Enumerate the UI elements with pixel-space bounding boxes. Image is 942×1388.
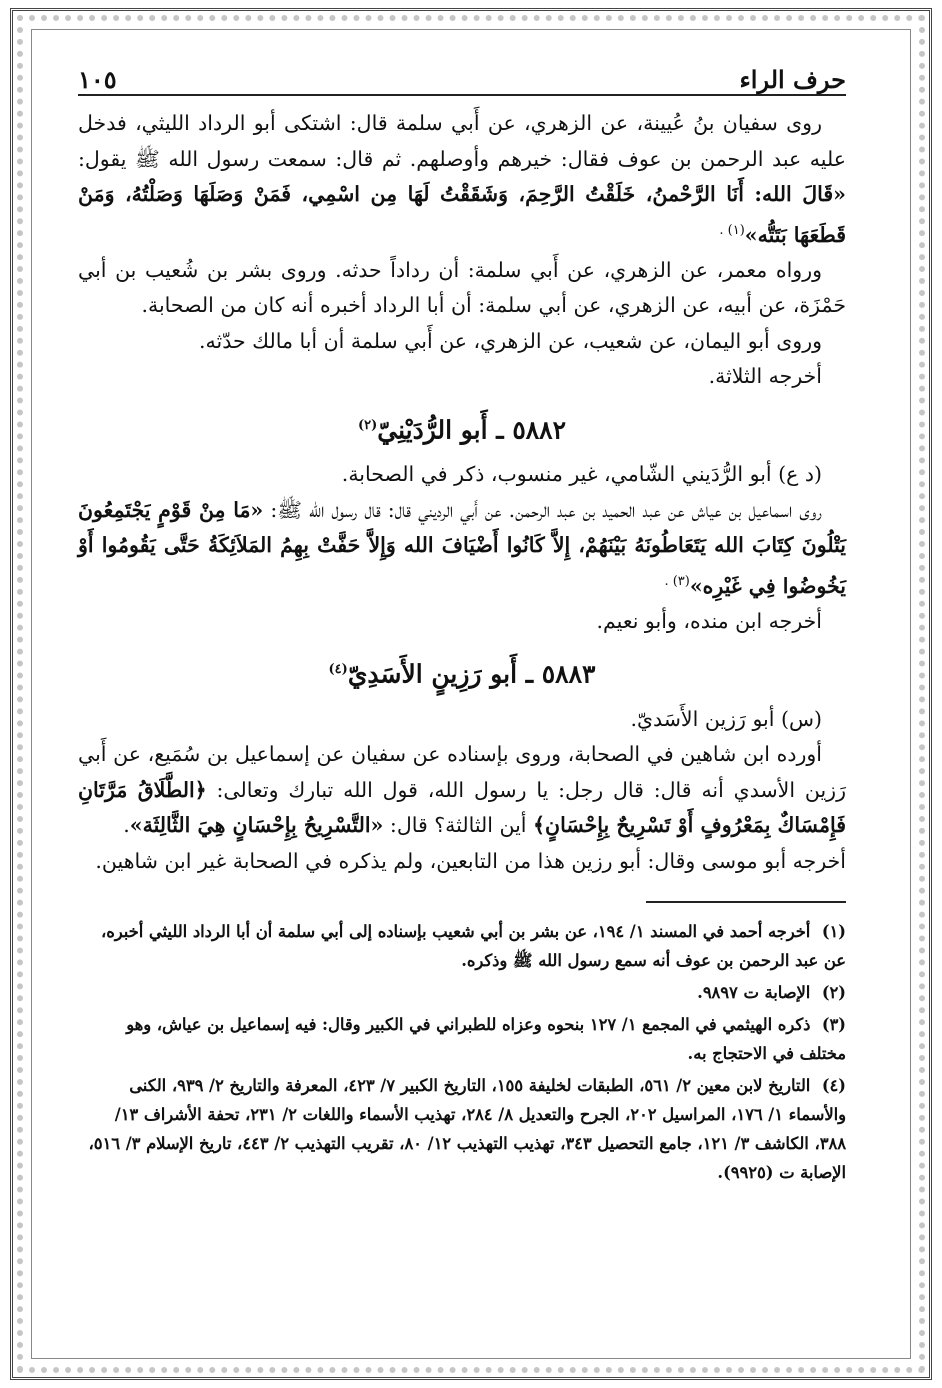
- entry-heading: ٥٨٨٢ ـ أَبو الرُّدَيْنِيّ$^{(٢)}$: [357, 415, 567, 445]
- main-text: [78, 106, 846, 879]
- page-header: [78, 50, 846, 96]
- paragraph: أخرجه أبو موسى وقال: أبو رزين هذا من التابعين، ولم يذكره في الصحابة غير ابن شاهين.: [95, 848, 846, 873]
- page-number: ١٠٥: [78, 65, 117, 94]
- paragraph: (د ع) أبو الرُّدَيني الشّامي، غير منسوب، ذكر في الصحابة.: [341, 462, 822, 487]
- paragraph: روى اسماعيل بن عياش عن عبد الحميد بن عبد الرحمن. عن أَبي الرديني قال: قال رسول الله ﷺ: «مَا مِنْ قَوْمٍ يَجْتَمِعُونَ يَتْلُونَ كِتَابَ الله يَتَعَاطُونَهُ بَيْنَهُمْ، إِلاَّ كَانُوا أَضْيَافَ الله وَإِلاَّ حَفَّتْ بِهِمُ المَلاَئِكَةُ حَتَّى يَقُومُوا أَوْ يَخُوضُوا فِي غَيْرِه»$^{(٣) .}$: [78, 497, 846, 598]
- hadith-quote: «التَّسْرِيحُ بِإِحْسَانٍ هِيَ الثَّالِثَة»: [129, 813, 384, 838]
- paragraph: وروى أبو اليمان، عن شعيب، عن الزهري، عن أَبي سلمة أن أبا مالك حدّثه.: [199, 328, 822, 353]
- footnote-ref: (٣) .: [664, 573, 690, 589]
- paragraph: أخرجه ابن منده، وأبو نعيم.: [596, 608, 822, 633]
- paragraph: روى سفيان بنُ عُيينة، عن الزهري، عن أَبي سلمة قال: اشتكى أبو الرداد الليثي، فدخل عليه عبد الرحمن بن عوف فقال: خيرهم وأوصلهم. ثم قال: سمعت رسول الله ﷺ يقول: «قَالَ الله: أَنَا الرَّحْمنُ، خَلَقْتُ الرَّحِمَ، وَشَقَقْتُ لَهَا مِن اسْمِي، فَمَنْ وَصَلَهَا وَصَلْتُهُ، وَمَنْ قَطَعَهَا بَتَتُّه»$^{(١) .}$: [78, 111, 846, 247]
- page: [78, 50, 846, 1190]
- entry-heading: ٥٨٨٣ ـ أَبو رَزِينٍ الأَسَدِيّ$^{(٤)}$: [328, 659, 596, 689]
- footnote-divider: [646, 901, 846, 903]
- footnote: (٤) التاريخ لابن معين ٢/ ٥٦١، الطبقات لخليفة ١٥٥، التاريخ الكبير ٧/ ٤٢٣، المعرفة والتاريخ ٢/ ٩٣٩، الكنى والأسماء ١/ ١٧٦، المراسيل ٢٠٢، الجرح والتعديل ٨/ ٢٨٤، تهذيب الأسماء واللغات ٢/ ٢٣١، تحفة الأشراف ١٣/ ٣٨٨، الكاشف ٣/ ١٢١، جامع التحصيل ٣٤٣، تهذيب التهذيب ١٢/ ٨٠، تقريب التهذيب ٢/ ٤٤٣، تاريخ الإسلام ٣/ ٥١٦، الإصابة ت (٩٩٢٥).: [88, 1076, 846, 1183]
- footnote-ref: (٤): [328, 662, 348, 678]
- footnote-ref: (٢): [357, 417, 378, 433]
- paragraph: أخرجه الثلاثة.: [708, 364, 822, 389]
- quran-quote: ﴿الطَّلَاقُ مَرَّتَانِ فَإِمْسَاكٌ بِمَعْرُوفٍ أَوْ تَسْرِيحٌ بِإِحْسَانٍ﴾: [78, 777, 846, 838]
- footnotes: [78, 917, 846, 1187]
- footnote: (١) أخرجه أحمد في المسند ١/ ١٩٤، عن بشر بن أبي شعيب بإسناده إلى أبي سلمة أن أبا الرداد الليثي أخبره، عن عبد الرحمن بن عوف أنه سمع رسول الله ﷺ وذكره.: [101, 922, 846, 971]
- paragraph: (س) أبو رَزين الأَسَديّ.: [630, 706, 822, 731]
- paragraph: أورده ابن شاهين في الصحابة، وروى بإسناده عن سفيان عن إسماعيل بن سُمَيع، عن أَبي رَزين الأسدي أنه قال: قال رجل: يا رسول الله، قول الله تبارك وتعالى: ﴿الطَّلَاقُ مَرَّتَانِ فَإِمْسَاكٌ بِمَعْرُوفٍ أَوْ تَسْرِيحٌ بِإِحْسَانٍ﴾ أين الثالثة؟ قال: «التَّسْرِيحُ بِإِحْسَانٍ هِيَ الثَّالِثَة».: [78, 742, 846, 838]
- paragraph: ورواه معمر، عن الزهري، عن أَبي سلمة: أن رداداً حدثه. وروى بشر بن شُعيب بن أبي حَمْزَة، عن أبيه، عن الزهري، عن أبي سلمة: أن أبا الرداد أخبره أنه كان من الصحابة.: [78, 257, 846, 318]
- hadith-quote: «مَا مِنْ قَوْمٍ يَجْتَمِعُونَ يَتْلُونَ كِتَابَ الله يَتَعَاطُونَهُ بَيْنَهُمْ، إِلاَّ كَانُوا أَضْيَافَ الله وَإِلاَّ حَفَّتْ بِهِمُ المَلاَئِكَةُ حَتَّى يَقُومُوا أَوْ يَخُوضُوا فِي غَيْرِه»: [78, 497, 846, 598]
- footnote: (٣) ذكره الهيثمي في المجمع ١/ ١٢٧ بنحوه وعزاه للطبراني في الكبير وقال: فيه إسماعيل بن عياش، وهو مختلف في الاحتجاج به.: [126, 1015, 846, 1064]
- footnote: (٢) الإصابة ت ٩٨٩٧.: [697, 983, 846, 1003]
- running-title: حرف الراء: [739, 65, 846, 94]
- footnote-ref: (١) .: [719, 222, 745, 238]
- hadith-quote: «قَالَ الله: أَنَا الرَّحْمنُ، خَلَقْتُ الرَّحِمَ، وَشَقَقْتُ لَهَا مِن اسْمِي، فَمَنْ وَصَلَهَا وَصَلْتُهُ، وَمَنْ قَطَعَهَا بَتَتُّه»: [78, 182, 846, 247]
